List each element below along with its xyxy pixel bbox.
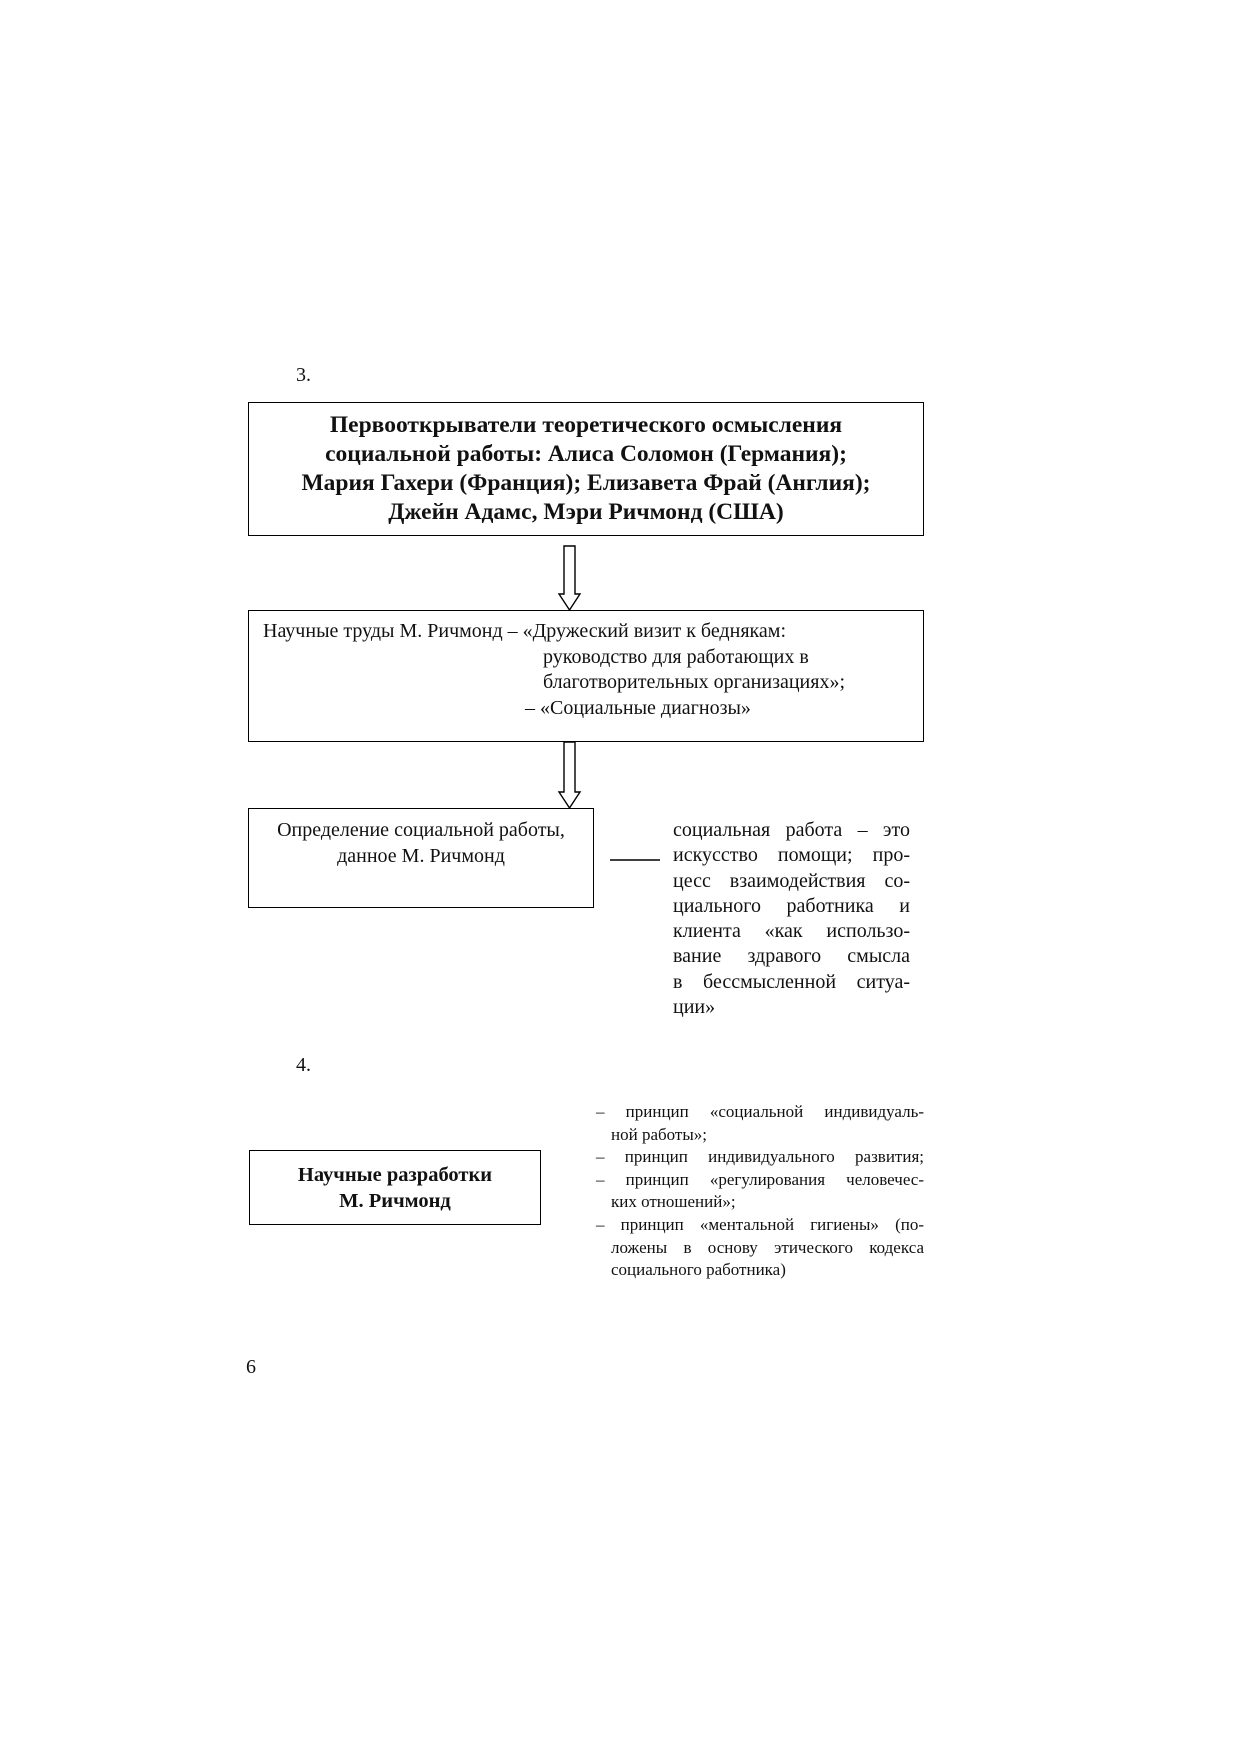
definition-line: искусство помощи; про- <box>673 844 910 867</box>
principle-line: ложены в основу этического кодекса <box>611 1237 924 1257</box>
principle-line: – принцип индивидуального развития; <box>596 1147 924 1167</box>
definition-line: ции» <box>673 996 716 1019</box>
pioneers-line: социальной работы: Алиса Соломон (Германия); <box>325 441 847 467</box>
developments-box <box>249 1150 541 1225</box>
works-line: руководство для работающих в <box>543 646 809 668</box>
definition-line: цесс взаимодействия со- <box>673 869 910 892</box>
principle-line: ной работы»; <box>611 1124 707 1144</box>
works-line: благотворительных организациях»; <box>543 671 846 693</box>
principle-line: – принцип «социальной индивидуаль- <box>596 1102 924 1121</box>
definition-title-line: данное М. Ричмонд <box>337 844 505 867</box>
down-arrow-icon <box>559 546 580 610</box>
section-3-number: 3. <box>296 364 311 386</box>
section-4-number: 4. <box>296 1054 311 1076</box>
principle-line: ких отношений»; <box>611 1192 736 1212</box>
definition-line: клиента «как использо- <box>673 920 910 943</box>
pioneers-box <box>248 402 924 536</box>
principle-line: – принцип «ментальной гигиены» (по- <box>596 1214 924 1234</box>
pioneers-line: Мария Гахери (Франция); Елизавета Фрай (Англия); <box>301 470 871 496</box>
page-number: 6 <box>246 1356 256 1378</box>
developments-line: М. Ричмонд <box>339 1189 451 1212</box>
works-box <box>248 610 924 742</box>
principle-line: социального работника) <box>611 1260 786 1280</box>
works-line: Научные труды М. Ричмонд – «Дружеский визит к беднякам: <box>263 620 787 642</box>
definition-title-line: Определение социальной работы, <box>277 819 565 841</box>
developments-title <box>298 1162 492 1214</box>
developments-line: Научные разработки <box>297 1163 493 1186</box>
pioneers-text <box>301 411 870 527</box>
definition-box <box>248 808 594 908</box>
definition-line: социальная работа – это <box>673 819 910 841</box>
definition-line: вание здравого смысла <box>673 945 910 968</box>
definition-line: циального работника и <box>673 894 910 917</box>
down-arrow-icon <box>559 742 580 808</box>
definition-line: в бессмысленной ситуа- <box>673 970 910 993</box>
pioneers-line: Джейн Адамс, Мэри Ричмонд (США) <box>388 499 784 525</box>
principles-list <box>596 1101 924 1282</box>
definition-title <box>249 809 593 869</box>
works-line: – «Социальные диагнозы» <box>525 697 751 719</box>
pioneers-line: Первооткрыватели теоретического осмысления <box>329 412 843 438</box>
principle-line: – принцип «регулирования человечес- <box>596 1169 924 1189</box>
definition-text <box>673 818 910 1020</box>
